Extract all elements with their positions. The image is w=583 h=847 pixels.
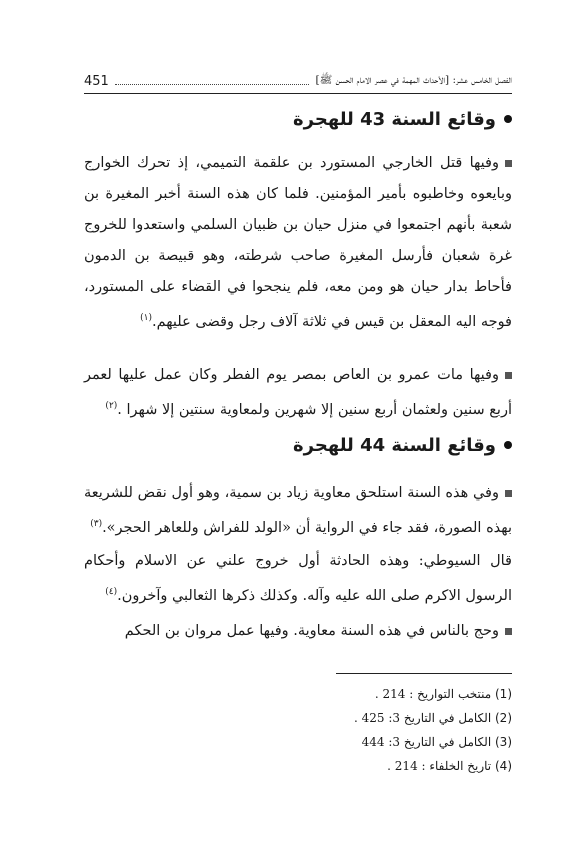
paragraph-text: وحج بالناس في هذه السنة معاوية. وفيها عمل مروان بن الحكم (124, 623, 499, 639)
paragraph-marker (505, 490, 512, 497)
section-heading-year-44 (84, 432, 512, 458)
footnote-number: (3) (494, 735, 512, 749)
page-number: 451 (84, 73, 109, 89)
footnote-item (240, 730, 512, 754)
paragraph-marker (505, 628, 512, 635)
section-heading-year-43 (84, 106, 512, 132)
footnotes (240, 682, 512, 778)
paragraph-text: وفي هذه السنة استلحق معاوية زياد بن سمية، وهو أول نقض للشريعة بهذه الصورة، فقد جاء في الرواية أن «الولد للفراش وللعاهر الحجر». (84, 485, 512, 536)
paragraph-text: وفيها قتل الخارجي المستورد بن علقمة التميمي، إذ تحرك الخوارج وبايعوه وخاطبوه بأمير المؤمنين. فلما كان هذه السنة أخبر المغيرة بن شعبة بأنهم اجتمعوا في منزل حيان بن ظبيان السلمي واستعدوا للخروج غرة شعبان فأرسل المغيرة صاحب شرطته، وهو قبيصة بن الدمون فأحاط بدار حيان هو ومن معه، فلم ينجحوا في القضاء على المستورد، فوجه اليه المعقل بن قيس في ثلاثة آلاف رجل وقضى عليهم. (84, 155, 512, 330)
footnote-ref-1: (١) (140, 313, 152, 323)
footnote-rule (336, 673, 512, 674)
footnote-number: (2) (494, 711, 512, 725)
section-heading-text: وقائع السنة 43 للهجرة (293, 108, 496, 130)
bullet-dot (504, 115, 512, 123)
paragraph-mustawrid (84, 148, 512, 338)
footnote-text: منتخب التواريخ : 214 . (374, 687, 492, 701)
footnote-item (240, 682, 512, 706)
footnote-ref-3: (٣) (90, 519, 103, 529)
paragraph-ziyad (84, 478, 512, 544)
running-header (84, 72, 512, 90)
paragraph-amr-ibn-al-as (84, 360, 512, 426)
paragraph-hajj (84, 616, 512, 647)
bullet-dot (504, 441, 512, 449)
footnote-number: (4) (494, 759, 512, 773)
footnote-ref-4: (٤) (105, 587, 118, 597)
footnote-text: تاريخ الخلفاء : 214 . (387, 759, 492, 773)
paragraph-text: وفيها مات عمرو بن العاص بمصر يوم الفطر وكان عمل عليها لعمر أربع سنين ولعثمان أربع سنين إلا شهرين ولمعاوية سنتين إلا شهرا . (84, 367, 512, 418)
running-header-title: الفصل الخامس عشر: [الأحداث المهمة في عصر الامام الحسن ﷺ] (315, 73, 512, 86)
paragraph-text: قال السيوطي: وهذه الحادثة أول خروج علني عن الاسلام وأحكام الرسول الاكرم صلى الله عليه وآله. وكذلك ذكرها الثعالبي وآخرون. (84, 553, 512, 604)
footnote-item (240, 754, 512, 778)
paragraph-suyuti (84, 546, 512, 612)
paragraph-marker (505, 372, 512, 379)
footnote-text: الكامل في التاريخ 3: 425 . (353, 711, 492, 725)
footnote-ref-2: (٢) (105, 401, 118, 411)
paragraph-marker (505, 160, 512, 167)
footnote-number: (1) (494, 687, 512, 701)
section-heading-text: وقائع السنة 44 للهجرة (293, 434, 496, 456)
header-rule (84, 93, 512, 94)
header-dot-leader (115, 84, 310, 85)
footnote-text: الكامل في التاريخ 3: 444 (361, 735, 492, 749)
footnote-item (240, 706, 512, 730)
